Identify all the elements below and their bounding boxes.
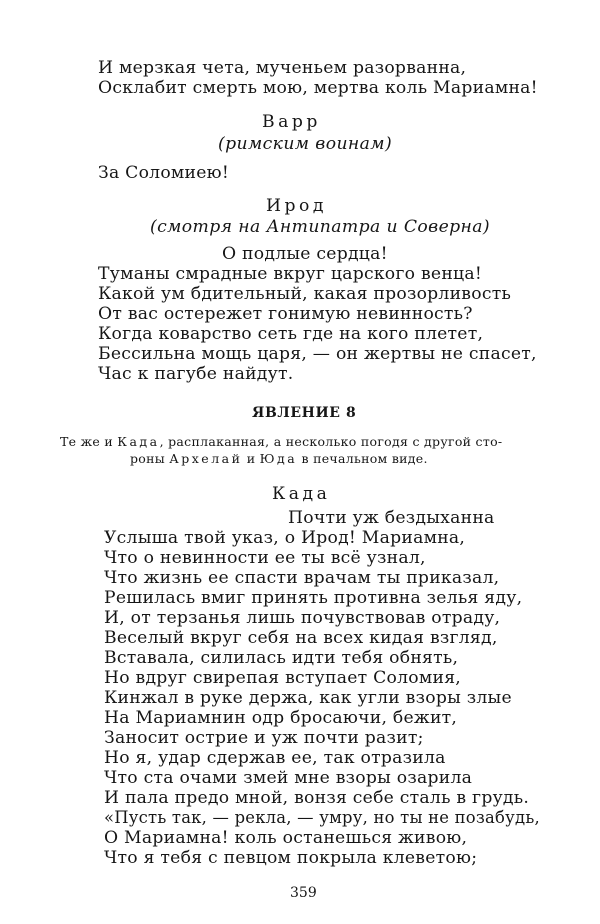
verse-line: Почти уж бездыханна bbox=[288, 508, 495, 528]
verse-line: От вас остережет гонимую невинность? bbox=[98, 304, 473, 324]
verse-line: Но я, удар сдержав ее, так отразила bbox=[104, 748, 446, 768]
verse-line: Час к пагубе найдут. bbox=[98, 364, 294, 384]
note-text: , расплаканная, а несколько погодя с другой сто- bbox=[159, 434, 503, 449]
verse-line: И, от терзанья лишь почувствовав отраду, bbox=[104, 608, 501, 628]
verse-line: Какой ум бдительный, какая прозорливость bbox=[98, 284, 512, 304]
verse-line: Кинжал в руке держа, как угли взоры злые bbox=[104, 688, 512, 708]
stage-direction: (смотря на Антипатра и Соверна) bbox=[150, 217, 491, 237]
verse-line: Что о невинности ее ты всё узнал, bbox=[104, 548, 426, 568]
character-name: Архелай bbox=[169, 451, 243, 466]
verse-line: Что я тебя с певцом покрыла клеветою; bbox=[104, 848, 478, 868]
verse-line: Вставала, силилась идти тебя обнять, bbox=[104, 648, 459, 668]
verse-line: Услыша твой указ, о Ирод! Мариамна, bbox=[104, 528, 466, 548]
stage-direction: (римским воинам) bbox=[218, 134, 393, 154]
verse-line: Заносит острие и уж почти разит; bbox=[104, 728, 424, 748]
verse-line: О Мариамна! коль останешься живою, bbox=[104, 828, 468, 848]
note-text: в печальном виде. bbox=[297, 451, 428, 466]
verse-line: Бессильна мощь царя, — он жертвы не спасет, bbox=[98, 344, 537, 364]
scene-heading: ЯВЛЕНИЕ 8 bbox=[252, 405, 357, 421]
character-name: Када bbox=[117, 434, 160, 449]
verse-line: И пала предо мной, вонзя себе сталь в грудь. bbox=[104, 788, 530, 808]
note-text: и bbox=[242, 451, 260, 466]
speaker-name: Варр bbox=[262, 112, 321, 132]
verse-line: Когда коварство сеть где на кого плетет, bbox=[98, 324, 484, 344]
speaker-name: Када bbox=[272, 484, 331, 504]
verse-line: «Пусть так, — рекла, — умру, но ты не позабудь, bbox=[104, 808, 540, 828]
scene-description bbox=[130, 451, 428, 467]
verse-line: И мерзкая чета, мученьем разорванна, bbox=[98, 58, 467, 78]
verse-line: Туманы смрадные вкруг царского венца! bbox=[98, 264, 482, 284]
verse-line: На Мариамнин одр бросаючи, бежит, bbox=[104, 708, 458, 728]
note-text: Те же и bbox=[60, 434, 118, 449]
verse-line: Что жизнь ее спасти врачам ты приказал, bbox=[104, 568, 500, 588]
verse-line: Но вдруг свирепая вступает Соломия, bbox=[104, 668, 461, 688]
verse-line: Веселый вкруг себя на всех кидая взгляд, bbox=[104, 628, 498, 648]
scene-description bbox=[60, 434, 502, 450]
page-number: 359 bbox=[290, 885, 317, 901]
note-text: роны bbox=[130, 451, 170, 466]
verse-line: О подлые сердца! bbox=[222, 244, 388, 264]
character-name: Юда bbox=[259, 451, 298, 466]
verse-line: За Соломиею! bbox=[98, 163, 230, 183]
verse-line: Что ста очами змей мне взоры озарила bbox=[104, 768, 473, 788]
speaker-name: Ирод bbox=[266, 196, 327, 216]
verse-line: Решилась вмиг принять противна зелья яду, bbox=[104, 588, 523, 608]
verse-line: Осклабит смерть мою, мертва коль Мариамна! bbox=[98, 78, 538, 98]
